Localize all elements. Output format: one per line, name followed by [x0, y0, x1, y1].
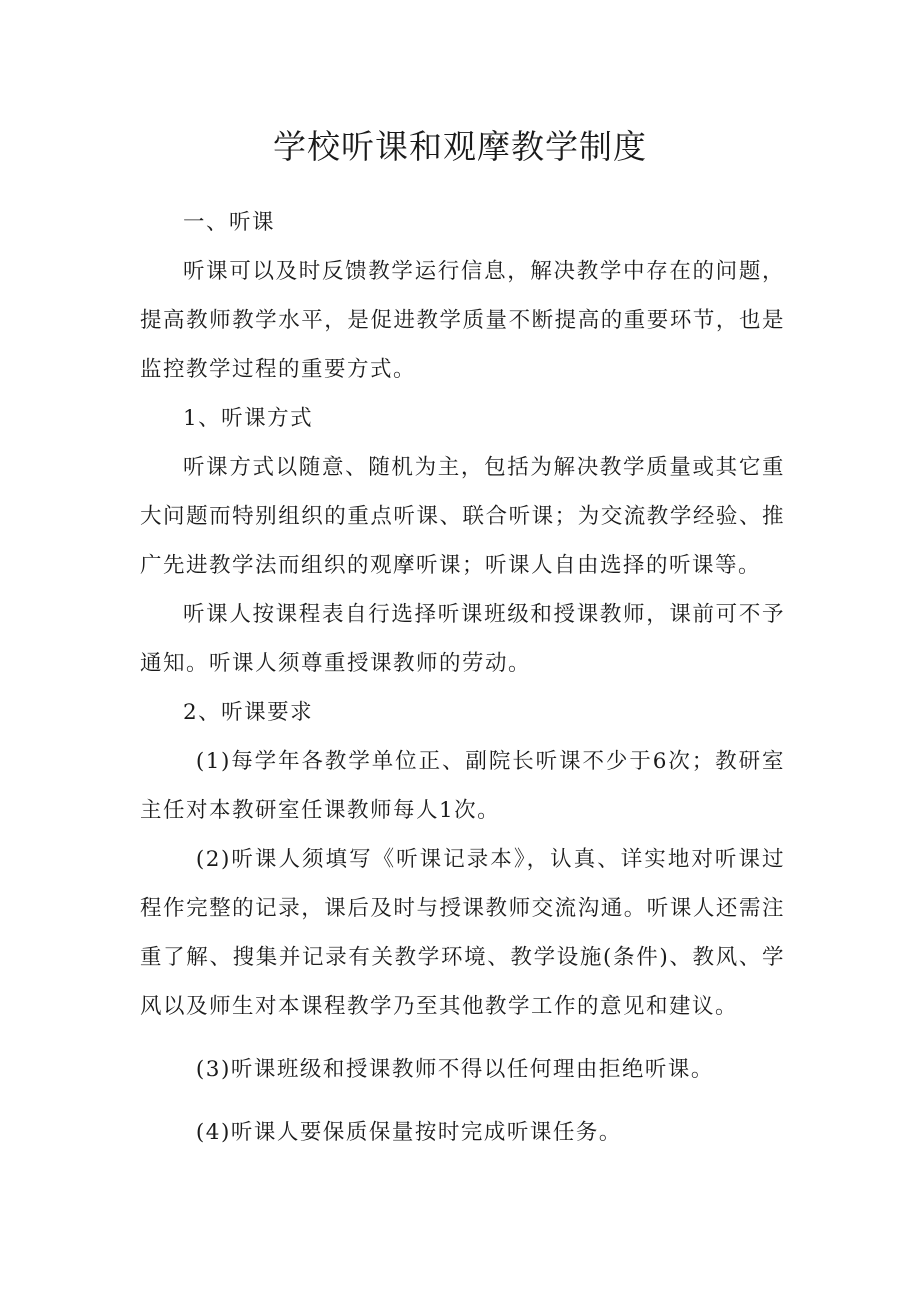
subsection-heading-method: 1、听课方式	[183, 406, 314, 431]
requirement-item-3: (3)听课班级和授课教师不得以任何理由拒绝听课。	[195, 1057, 714, 1082]
requirement-item-4: (4)听课人要保质保量按时完成听课任务。	[195, 1120, 622, 1145]
requirement-item-2: (2)听课人须填写《听课记录本》，认真、详实地对听课过程作完整的记录，课后及时与授课教师交流沟通。听课人还需注重了解、搜集并记录有关教学环境、教学设施(条件)、教风、学风以及师生对本课程教学乃至其他教学工作的意见和建议。	[140, 847, 785, 1019]
method-paragraph-1: 听课方式以随意、随机为主，包括为解决教学质量或其它重大问题而特别组织的重点听课、联合听课；为交流教学经验、推广先进教学法而组织的观摩听课；听课人自由选择的听课等。	[140, 455, 785, 578]
section-intro-paragraph: 听课可以及时反馈教学运行信息，解决教学中存在的问题，提高教师教学水平，是促进教学质量不断提高的重要环节，也是监控教学过程的重要方式。	[140, 259, 785, 382]
document-title: 学校听课和观摩教学制度	[273, 127, 647, 166]
subsection-heading-requirements: 2、听课要求	[183, 700, 314, 725]
requirement-item-1: (1)每学年各教学单位正、副院长听课不少于6次；教研室主任对本教研室任课教师每人1次。	[140, 749, 785, 823]
section-heading-listening: 一、听课	[183, 210, 276, 235]
method-paragraph-2: 听课人按课程表自行选择听课班级和授课教师，课前可不予通知。听课人须尊重授课教师的劳动。	[140, 602, 785, 676]
document-body	[140, 198, 785, 1157]
